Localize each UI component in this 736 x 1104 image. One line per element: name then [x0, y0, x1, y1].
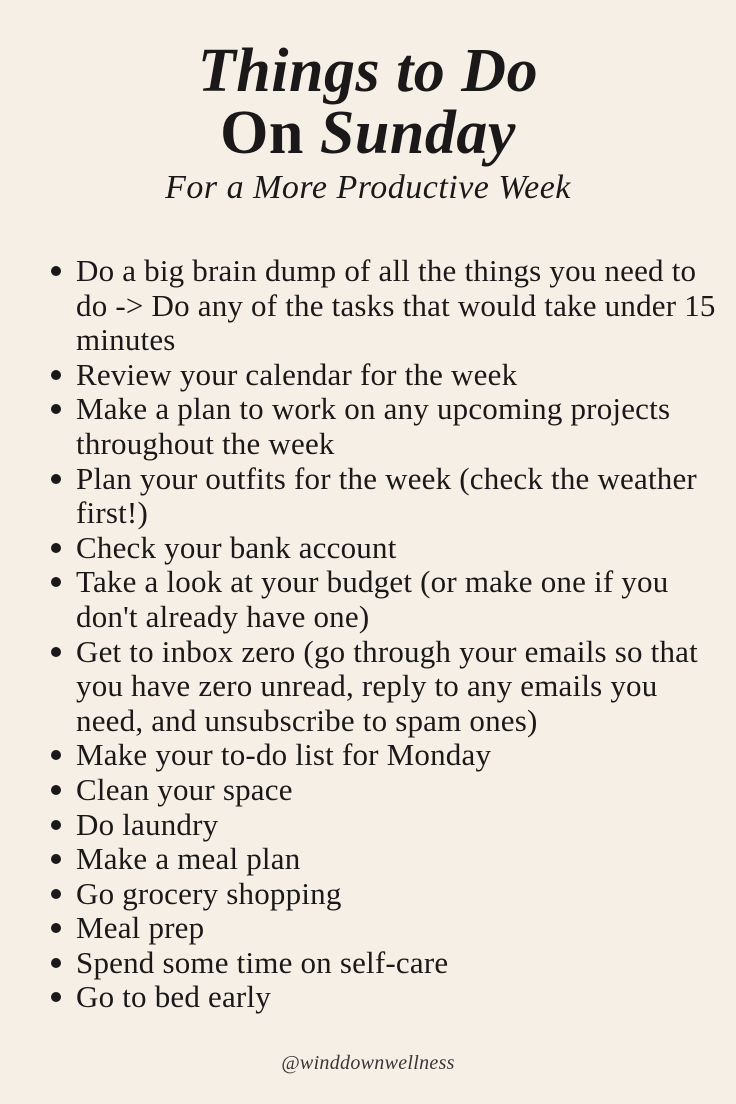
title-emphasis: Sunday: [319, 99, 516, 167]
bullet-icon: [51, 889, 61, 899]
bullet-icon: [51, 474, 61, 484]
list-item-text: Meal prep: [76, 910, 205, 946]
list-item-text: Take a look at your budget (or make one if you don't already have one): [76, 564, 669, 634]
bullet-icon: [51, 923, 61, 933]
list-item: [46, 980, 726, 1015]
list-item: [46, 808, 726, 843]
list-item: [46, 946, 726, 981]
page-subtitle: For a More Productive Week: [165, 169, 571, 206]
list-item: [46, 635, 726, 739]
bullet-icon: [51, 370, 61, 380]
list-item-text: Plan your outfits for the week (check the weather first!): [76, 460, 697, 531]
checklist: [46, 254, 726, 1015]
bullet-icon: [51, 543, 61, 553]
title-prefix: On: [220, 99, 320, 167]
list-item: [46, 911, 726, 946]
title-block: [0, 37, 736, 208]
list-item-text: Make a meal plan: [76, 841, 301, 877]
list-item-text: Get to inbox zero (go through your emails so that you have zero unread, reply to any emails you need, and unsubscribe to spam ones): [76, 633, 698, 738]
list-item-text: Check your bank account: [76, 529, 397, 565]
list-item-text: Do laundry: [76, 806, 219, 842]
list-item-text: Review your calendar for the week: [76, 356, 518, 392]
list-item-text: Make your to-do list for Monday: [76, 737, 492, 773]
list-item-text: Spend some time on self-care: [76, 944, 449, 980]
list-item: [46, 392, 726, 461]
bullet-icon: [51, 750, 61, 760]
list-item-text: Make a plan to work on any upcoming projects throughout the week: [76, 391, 671, 461]
list-item-text: Clean your space: [76, 771, 293, 807]
list-item: [46, 877, 726, 912]
list-item: [46, 738, 726, 773]
page-title-line-1: Things to Do: [197, 37, 539, 105]
bullet-icon: [51, 820, 61, 830]
bullet-icon: [51, 785, 61, 795]
list-item: [46, 842, 726, 877]
bullet-icon: [51, 577, 61, 587]
bullet-icon: [51, 266, 61, 276]
bullet-icon: [51, 992, 61, 1002]
author-handle: @winddownwellness: [281, 1052, 455, 1074]
list-item: [46, 565, 726, 634]
list-item: [46, 254, 726, 358]
list-item: [46, 773, 726, 808]
bullet-icon: [51, 404, 61, 414]
list-item-text: Do a big brain dump of all the things you need to do -> Do any of the tasks that would take under 15 minutes: [76, 253, 716, 358]
list-item: [46, 531, 726, 566]
bullet-icon: [51, 958, 61, 968]
page-title-line-2: [0, 99, 736, 167]
list-item: [46, 462, 726, 531]
list-item: [46, 358, 726, 393]
list-item-text: Go grocery shopping: [76, 875, 342, 911]
bullet-icon: [51, 854, 61, 864]
bullet-icon: [51, 647, 61, 657]
list-item-text: Go to bed early: [76, 979, 271, 1015]
